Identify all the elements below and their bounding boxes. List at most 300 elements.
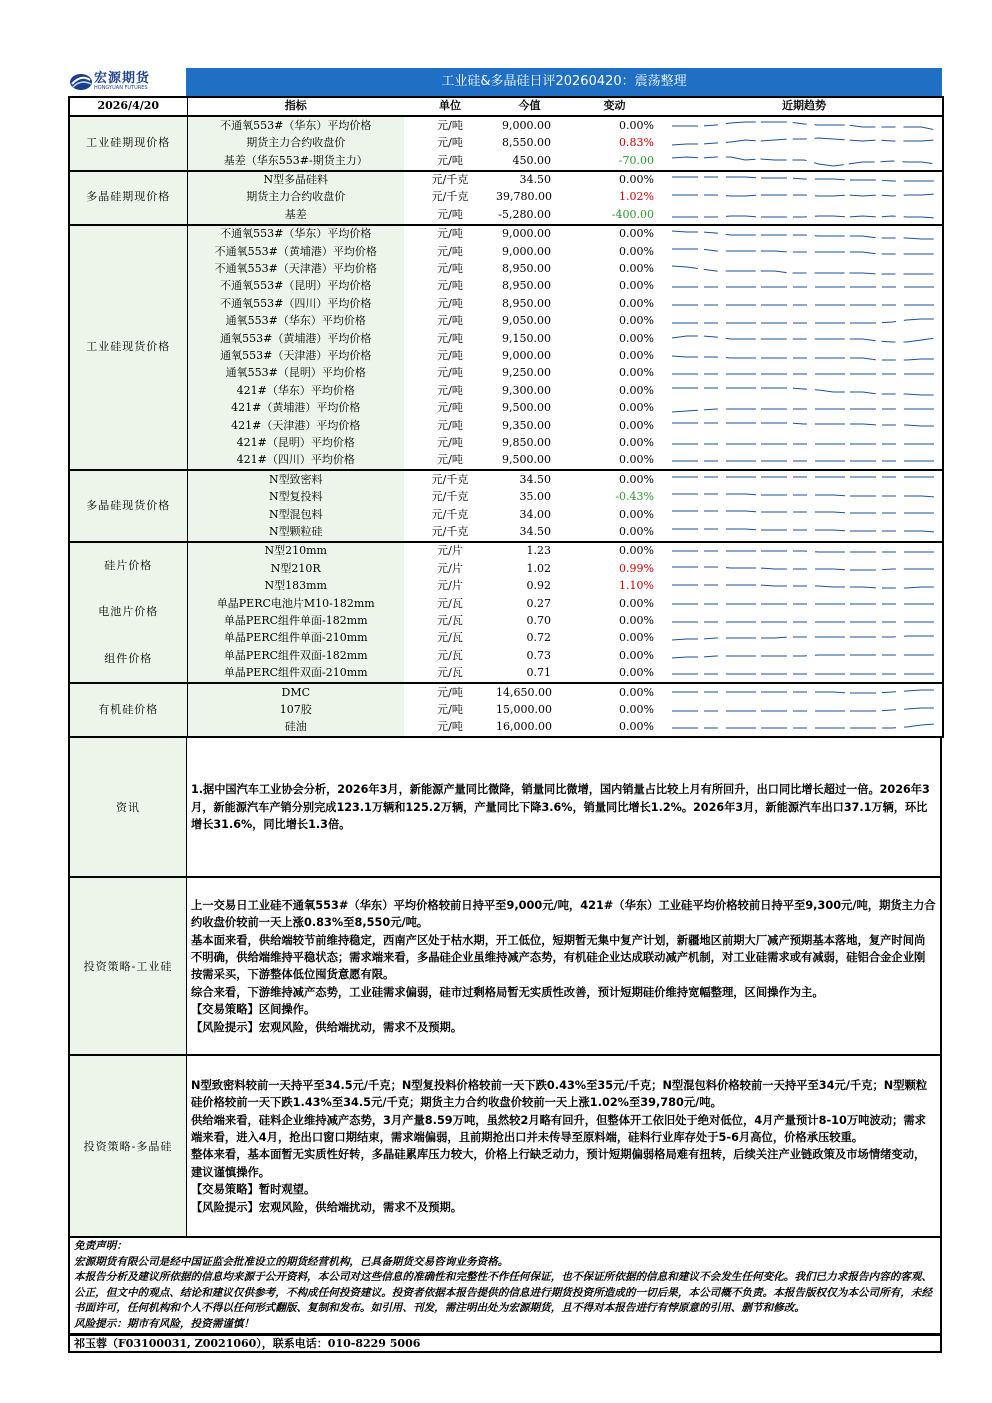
indicator-name: 不通氧553#（昆明）平均价格 bbox=[187, 278, 404, 295]
paragraph: 整体来看，基本面暂无实质性好转，多晶硅累库压力较大，价格上行缺乏动力，预计短期偏弱格局难有扭转，后续关注产业链政策及市场情绪变动，建议谨慎操作。 bbox=[191, 1148, 926, 1179]
trend-sparkline bbox=[666, 189, 943, 206]
trend-sparkline bbox=[666, 348, 943, 365]
header-change: 变动 bbox=[563, 97, 666, 116]
trend-sparkline bbox=[666, 278, 943, 295]
indicator-name: 基差 bbox=[187, 206, 404, 224]
sparkline-path bbox=[672, 216, 936, 218]
category-labels bbox=[70, 471, 187, 541]
indicator-name: N型210R bbox=[187, 560, 404, 577]
current-value: 8,950.00 bbox=[502, 279, 551, 293]
change-value: 0.00% bbox=[563, 452, 666, 471]
unit: 元/吨 bbox=[404, 719, 496, 737]
current-value: 1.23 bbox=[526, 544, 551, 558]
disclaimer bbox=[68, 1238, 942, 1335]
unit: 元/吨 bbox=[437, 348, 463, 362]
indicator-name: 不通氧553#（天津港）平均价格 bbox=[187, 261, 404, 278]
change-value: 0.00% bbox=[563, 665, 666, 683]
sparkline-chart bbox=[666, 118, 943, 135]
price-table bbox=[68, 96, 944, 738]
paragraph: 1.据中国汽车工业协会分析，2026年3月，新能源产量同比微降，销量同比微增，国内销量占比较上月有所回升，出口同比增长超过一倍。2026年3月，新能源汽车产销分别完成123.1万辆和125.2万辆，产量同比下降3.6%，销量同比增长1.2%。2026年3月，新能源汽车出口37.1万辆，环比增长31.6%，同比增长1.3倍。 bbox=[191, 783, 930, 832]
current-value: 8,550.00 bbox=[502, 136, 551, 150]
indicator-name: 期货主力合约收盘价 bbox=[187, 135, 404, 152]
change-value: 0.00% bbox=[619, 648, 654, 662]
company-logo bbox=[68, 68, 186, 96]
current-value: 0.73 bbox=[526, 648, 551, 662]
table-row bbox=[69, 578, 943, 595]
change-value: 0.00% bbox=[619, 685, 654, 699]
sparkline-path bbox=[672, 529, 936, 532]
current-value: 9,000.00 bbox=[502, 118, 551, 132]
trend-sparkline bbox=[666, 330, 943, 347]
change-value: 0.00% bbox=[619, 596, 654, 610]
change-value: 0.00% bbox=[619, 401, 654, 415]
current-value: 9,350.00 bbox=[502, 418, 551, 432]
sparkline-path bbox=[672, 409, 936, 412]
sparkline-path bbox=[672, 511, 936, 513]
change-value: 0.00% bbox=[619, 173, 654, 187]
sparkline-path bbox=[672, 157, 936, 166]
unit: 元/瓦 bbox=[437, 596, 463, 610]
table-header-row bbox=[69, 97, 943, 116]
paragraph: 【风险提示】宏观风险，供给端扰动，需求不及预期。 bbox=[191, 1200, 463, 1214]
strategy-si-section bbox=[68, 878, 942, 1056]
sparkline-chart bbox=[666, 630, 943, 647]
change-value: 0.00% bbox=[619, 227, 654, 241]
current-value: 34.50 bbox=[496, 524, 563, 542]
sparkline-path bbox=[672, 336, 936, 342]
trend-sparkline bbox=[666, 206, 943, 224]
unit: 元/吨 bbox=[437, 418, 463, 432]
current-value: 9,500.00 bbox=[502, 401, 551, 415]
category-label: 工业硅现货价格 bbox=[86, 340, 171, 354]
report-title: 工业硅&多晶硅日评20260420：震荡整理 bbox=[186, 68, 942, 96]
table-row bbox=[69, 489, 943, 506]
strategy-poly-body bbox=[187, 1056, 940, 1236]
header-unit: 单位 bbox=[404, 97, 496, 116]
change-value: 0.00% bbox=[619, 366, 654, 380]
trend-sparkline bbox=[666, 452, 943, 471]
table-row bbox=[69, 116, 943, 134]
current-value: 0.27 bbox=[526, 596, 551, 610]
change-value: 0.99% bbox=[619, 561, 654, 575]
paragraph: 【交易策略】区间操作。 bbox=[191, 1003, 316, 1017]
change-value: 1.10% bbox=[619, 579, 654, 593]
unit: 元/瓦 bbox=[437, 613, 463, 627]
current-value: 0.72 bbox=[526, 631, 551, 645]
sparkline-path bbox=[672, 356, 936, 360]
unit: 元/吨 bbox=[437, 383, 463, 397]
sparkline-chart bbox=[666, 135, 943, 152]
unit: 元/片 bbox=[437, 579, 463, 593]
paragraph: 供给端来看，硅料企业维持减产态势，3月产量8.59万吨，虽然较2月略有回升，但整体开工依旧处于绝对低位，4月产量预计8-10万吨波动；需求端来看，进入4月，抢出口窗口期结束，需求端偏弱，且前期抢出口并未传导至原料端，硅料行业库存处于5-6月高位，价格承压较重。 bbox=[191, 1113, 926, 1144]
trend-sparkline bbox=[666, 135, 943, 152]
trend-sparkline bbox=[666, 171, 943, 189]
disclaimer-line: 本报告分析及建议所依据的信息均来源于公开资料，本公司对这些信息的准确性和完整性不作任何保证，也不保证所依据的信息和建议不会发生任何变化。我们已力求报告内容的客观、公正，但文中的观点、结论和建议仅供参考，不构成任何投资建议。投资者依据本报告提供的信息进行期货投资所造成的一切后果，本公司概不负责。本报告版权仅为本公司所有，未经书面许可，任何机构和个人不得以任何形式翻版、复制和发布。如引用、刊发，需注明出处为宏源期货，且不得对本报告进行有悖原意的引用、删节和修改。 bbox=[74, 1271, 933, 1315]
sparkline-chart bbox=[666, 506, 943, 523]
current-value: 9,850.00 bbox=[502, 435, 551, 449]
sparkline-chart bbox=[666, 296, 943, 313]
unit: 元/片 bbox=[437, 561, 463, 575]
indicator-name: 单晶PERC组件单面-182mm bbox=[187, 613, 404, 630]
change-value: 0.00% bbox=[619, 702, 654, 716]
table-row bbox=[69, 595, 943, 612]
sparkline-chart bbox=[666, 489, 943, 506]
category-cell bbox=[69, 171, 187, 225]
unit: 元/瓦 bbox=[404, 665, 496, 683]
strategy-poly-label: 投资策略-多晶硅 bbox=[70, 1056, 187, 1236]
current-value: 35.00 bbox=[519, 490, 551, 504]
trend-sparkline bbox=[666, 595, 943, 612]
current-value: 8,950.00 bbox=[502, 261, 551, 275]
table-row bbox=[69, 189, 943, 206]
sparkline-chart bbox=[666, 330, 943, 347]
unit: 元/吨 bbox=[437, 435, 463, 449]
indicator-name: 单晶PERC组件单面-210mm bbox=[187, 630, 404, 647]
indicator-name: 不通氧553#（华东）平均价格 bbox=[187, 225, 404, 243]
indicator-name: 单晶PERC组件双面-182mm bbox=[187, 647, 404, 664]
sparkline-path bbox=[672, 494, 936, 497]
current-value: 16,000.00 bbox=[496, 719, 563, 737]
sparkline-path bbox=[672, 194, 936, 196]
current-value: 9,050.00 bbox=[502, 314, 551, 328]
change-value: 0.00% bbox=[619, 631, 654, 645]
sparkline-path bbox=[672, 319, 936, 323]
unit: 元/吨 bbox=[404, 206, 496, 224]
current-value: 1.02 bbox=[526, 561, 551, 575]
unit: 元/吨 bbox=[437, 314, 463, 328]
sparkline-path bbox=[672, 636, 936, 640]
sparkline-chart bbox=[666, 719, 943, 736]
sparkline-chart bbox=[666, 278, 943, 295]
unit: 元/吨 bbox=[437, 296, 463, 310]
sparkline-chart bbox=[666, 365, 943, 382]
unit: 元/片 bbox=[437, 544, 463, 558]
table-row bbox=[69, 261, 943, 278]
current-value: 0.70 bbox=[526, 613, 551, 627]
indicator-name: 不通氧553#（华东）平均价格 bbox=[187, 116, 404, 134]
news-label: 资讯 bbox=[70, 738, 187, 876]
change-value: 0.00% bbox=[619, 435, 654, 449]
sparkline-chart bbox=[666, 472, 943, 489]
sparkline-chart bbox=[666, 543, 943, 560]
change-value: 1.02% bbox=[619, 190, 654, 204]
category-labels bbox=[70, 684, 187, 736]
header-trend: 近期趋势 bbox=[666, 97, 943, 116]
indicator-name: N型多晶硅料 bbox=[187, 171, 404, 189]
trend-sparkline bbox=[666, 489, 943, 506]
trend-sparkline bbox=[666, 630, 943, 647]
indicator-name: N型复投料 bbox=[187, 489, 404, 506]
change-value: 0.00% bbox=[619, 118, 654, 132]
current-value: 0.71 bbox=[496, 665, 563, 683]
current-value: 34.50 bbox=[519, 173, 551, 187]
indicator-name: 通氧553#（天津港）平均价格 bbox=[187, 348, 404, 365]
category-label: 组件价格 bbox=[104, 651, 153, 665]
indicator-name: 硅油 bbox=[187, 719, 404, 737]
indicator-name: 421#（黄埔港）平均价格 bbox=[187, 400, 404, 417]
table-row bbox=[69, 542, 943, 560]
sparkline-chart bbox=[666, 189, 943, 206]
trend-sparkline bbox=[666, 365, 943, 382]
table-row bbox=[69, 665, 943, 683]
change-value: -400.00 bbox=[563, 206, 666, 224]
indicator-name: 421#（昆明）平均价格 bbox=[187, 434, 404, 451]
current-value: 39,780.00 bbox=[496, 190, 552, 204]
table-row bbox=[69, 382, 943, 399]
change-value: 0.00% bbox=[619, 348, 654, 362]
table-row bbox=[69, 348, 943, 365]
news-section bbox=[68, 738, 942, 878]
current-value: 9,000.00 bbox=[502, 227, 551, 241]
table-row bbox=[69, 719, 943, 737]
unit: 元/吨 bbox=[437, 366, 463, 380]
change-value: 0.00% bbox=[619, 613, 654, 627]
change-value: 0.00% bbox=[619, 279, 654, 293]
trend-sparkline bbox=[666, 313, 943, 330]
table-row bbox=[69, 417, 943, 434]
sparkline-chart bbox=[666, 702, 943, 719]
indicator-name: 不通氧553#（黄埔港）平均价格 bbox=[187, 243, 404, 260]
sparkline-path bbox=[672, 177, 936, 181]
indicator-name: N型混包料 bbox=[187, 506, 404, 523]
category-labels bbox=[70, 543, 187, 682]
table-row bbox=[69, 560, 943, 577]
indicator-name: 通氧553#（华东）平均价格 bbox=[187, 313, 404, 330]
indicator-name: 421#（华东）平均价格 bbox=[187, 382, 404, 399]
unit: 元/千克 bbox=[431, 173, 469, 187]
indicator-name: N型183mm bbox=[187, 578, 404, 595]
strategy-si-label: 投资策略-工业硅 bbox=[70, 878, 187, 1054]
change-value: 0.00% bbox=[619, 331, 654, 345]
table-row bbox=[69, 171, 943, 189]
indicator-name: 421#（天津港）平均价格 bbox=[187, 417, 404, 434]
category-cell bbox=[69, 542, 187, 683]
trend-sparkline bbox=[666, 225, 943, 243]
sparkline-chart bbox=[666, 382, 943, 399]
table-row bbox=[69, 295, 943, 312]
disclaimer-line: 宏源期货有限公司是经中国证监会批准设立的期货经营机构，已具备期货交易咨询业务资格。 bbox=[74, 1255, 509, 1268]
trend-sparkline bbox=[666, 243, 943, 260]
sparkline-path bbox=[672, 567, 936, 570]
sparkline-path bbox=[672, 138, 936, 145]
sparkline-path bbox=[672, 724, 936, 728]
sparkline-path bbox=[672, 122, 936, 130]
change-value: 0.00% bbox=[619, 383, 654, 397]
unit: 元/吨 bbox=[437, 118, 463, 132]
current-value: 14,650.00 bbox=[496, 685, 552, 699]
trend-sparkline bbox=[666, 719, 943, 737]
change-value: 0.00% bbox=[619, 472, 654, 486]
sparkline-path bbox=[672, 249, 936, 254]
table-row bbox=[69, 683, 943, 701]
change-value: 0.00% bbox=[619, 418, 654, 432]
unit: 元/千克 bbox=[431, 490, 469, 504]
sparkline-path bbox=[672, 585, 936, 588]
change-value: 0.00% bbox=[619, 314, 654, 328]
logo-en-text: HONGYUAN FUTURES bbox=[94, 85, 148, 91]
category-label: 硅片价格 bbox=[104, 558, 153, 572]
table-row bbox=[69, 135, 943, 152]
indicator-name: N型210mm bbox=[187, 542, 404, 560]
unit: 元/吨 bbox=[404, 452, 496, 471]
category-cell bbox=[69, 683, 187, 737]
category-labels bbox=[70, 117, 187, 169]
unit: 元/千克 bbox=[431, 472, 469, 486]
indicator-name: 单晶PERC组件双面-210mm bbox=[187, 665, 404, 683]
category-label: 有机硅价格 bbox=[98, 702, 159, 716]
strategy-si-body bbox=[187, 878, 940, 1054]
sparkline-chart bbox=[666, 152, 943, 169]
table-row bbox=[69, 225, 943, 243]
table-row bbox=[69, 452, 943, 471]
change-value: 0.83% bbox=[619, 136, 654, 150]
sparkline-chart bbox=[666, 261, 943, 278]
category-label: 工业硅期现价格 bbox=[86, 136, 171, 150]
indicator-name: DMC bbox=[187, 683, 404, 701]
trend-sparkline bbox=[666, 417, 943, 434]
table-row bbox=[69, 243, 943, 260]
change-value: 0.00% bbox=[563, 524, 666, 542]
sparkline-chart bbox=[666, 524, 943, 541]
table-row bbox=[69, 702, 943, 719]
sparkline-path bbox=[672, 423, 936, 426]
paragraph: 基本面来看，供给端较节前维持稳定，西南产区处于枯水期，开工低位，短期暂无集中复产计划，新疆地区前期大厂减产预期基本落地，复产时间尚不明确，供给端维持平稳状态；需求端来看，多晶硅企业虽维持减产态势，有机硅企业达成联动减产机制，对工业硅需求或有减弱，硅铝合金企业刚按需采买，下游整体低位囤货意愿有限。 bbox=[191, 933, 926, 982]
change-value: -0.43% bbox=[615, 490, 654, 504]
paragraph: 综合来看，下游维持减产态势，工业硅需求偏弱，硅市过剩格局暂无实质性改善，预计短期硅价维持宽幅整理，区间操作为主。 bbox=[191, 985, 824, 999]
indicator-name: 期货主力合约收盘价 bbox=[187, 189, 404, 206]
sparkline-path bbox=[672, 266, 936, 274]
trend-sparkline bbox=[666, 295, 943, 312]
indicator-name: 基差（华东553#-期货主力） bbox=[187, 152, 404, 170]
sparkline-chart bbox=[666, 417, 943, 434]
current-value: -5,280.00 bbox=[496, 206, 563, 224]
sparkline-path bbox=[672, 231, 936, 239]
sparkline-chart bbox=[666, 578, 943, 595]
table-row bbox=[69, 470, 943, 488]
current-value: 9,250.00 bbox=[502, 366, 551, 380]
unit: 元/千克 bbox=[404, 524, 496, 542]
report-page bbox=[68, 68, 942, 1353]
current-value: 9,000.00 bbox=[502, 348, 551, 362]
sparkline-path bbox=[672, 388, 936, 395]
indicator-name: 421#（四川）平均价格 bbox=[187, 452, 404, 471]
table-row bbox=[69, 313, 943, 330]
unit: 元/吨 bbox=[437, 244, 463, 258]
trend-sparkline bbox=[666, 702, 943, 719]
change-value: 0.00% bbox=[619, 507, 654, 521]
indicator-name: N型颗粒硅 bbox=[187, 524, 404, 542]
unit: 元/吨 bbox=[437, 261, 463, 275]
disclaimer-line: 风险提示：期市有风险，投资需谨慎！ bbox=[74, 1317, 255, 1330]
paragraph: N型致密料较前一天持平至34.5元/千克；N型复投料价格较前一天下跌0.43%至35元/千克；N型混包料价格较前一天持平至34元/千克；N型颗粒硅价格较前一天下跌1.43%至34.5元/千克；期货主力合约收盘价较前一天上涨1.02%至39,780元/吨。 bbox=[191, 1078, 928, 1110]
current-value: 0.92 bbox=[526, 579, 551, 593]
table-row bbox=[69, 630, 943, 647]
unit: 元/瓦 bbox=[437, 631, 463, 645]
table-row bbox=[69, 206, 943, 224]
strategy-poly-section bbox=[68, 1056, 942, 1238]
sparkline-chart bbox=[666, 684, 943, 701]
news-body bbox=[187, 738, 940, 876]
change-value: -70.00 bbox=[563, 152, 666, 170]
table-row bbox=[69, 613, 943, 630]
category-labels bbox=[70, 172, 187, 224]
sparkline-chart bbox=[666, 207, 943, 224]
unit: 元/瓦 bbox=[437, 648, 463, 662]
sparkline-chart bbox=[666, 226, 943, 243]
trend-sparkline bbox=[666, 382, 943, 399]
sparkline-chart bbox=[666, 400, 943, 417]
table-row bbox=[69, 400, 943, 417]
category-labels bbox=[70, 226, 187, 470]
unit: 元/吨 bbox=[437, 331, 463, 345]
contact-info: 祁玉蓉（F03100031, Z0021060），联系电话：010-8229 5006 bbox=[68, 1335, 942, 1353]
current-value: 450.00 bbox=[496, 152, 563, 170]
trend-sparkline bbox=[666, 542, 943, 560]
trend-sparkline bbox=[666, 524, 943, 542]
sparkline-path bbox=[672, 708, 936, 711]
sparkline-chart bbox=[666, 561, 943, 578]
sparkline-path bbox=[672, 655, 936, 658]
unit: 元/吨 bbox=[437, 227, 463, 241]
sparkline-chart bbox=[666, 647, 943, 664]
trend-sparkline bbox=[666, 152, 943, 170]
table-row bbox=[69, 330, 943, 347]
unit: 元/吨 bbox=[437, 702, 463, 716]
trend-sparkline bbox=[666, 400, 943, 417]
trend-sparkline bbox=[666, 578, 943, 595]
trend-sparkline bbox=[666, 434, 943, 451]
table-row bbox=[69, 524, 943, 542]
indicator-name: 通氧553#（黄埔港）平均价格 bbox=[187, 330, 404, 347]
current-value: 34.00 bbox=[519, 507, 551, 521]
sparkline-path bbox=[672, 551, 936, 552]
sparkline-chart bbox=[666, 452, 943, 469]
trend-sparkline bbox=[666, 560, 943, 577]
change-value: 0.00% bbox=[619, 296, 654, 310]
paragraph: 【风险提示】宏观风险，供给端扰动，需求不及预期。 bbox=[191, 1020, 463, 1034]
current-value: 9,500.00 bbox=[496, 452, 563, 471]
trend-sparkline bbox=[666, 261, 943, 278]
indicator-name: 107胶 bbox=[187, 702, 404, 719]
current-value: 15,000.00 bbox=[496, 702, 552, 716]
change-value: 0.00% bbox=[563, 719, 666, 737]
trend-sparkline bbox=[666, 470, 943, 488]
sparkline-chart bbox=[666, 243, 943, 260]
unit: 元/千克 bbox=[431, 190, 469, 204]
unit: 元/吨 bbox=[437, 279, 463, 293]
category-cell bbox=[69, 225, 187, 471]
unit: 元/吨 bbox=[437, 685, 463, 699]
current-value: 9,150.00 bbox=[502, 331, 551, 345]
header-indicator: 指标 bbox=[187, 97, 404, 116]
unit: 元/吨 bbox=[437, 136, 463, 150]
trend-sparkline bbox=[666, 647, 943, 664]
sparkline-chart bbox=[666, 665, 943, 682]
header-value: 今值 bbox=[496, 97, 563, 116]
table-row bbox=[69, 365, 943, 382]
trend-sparkline bbox=[666, 683, 943, 701]
current-value: 9,300.00 bbox=[502, 383, 551, 397]
unit: 元/吨 bbox=[404, 152, 496, 170]
current-value: 34.50 bbox=[519, 472, 551, 486]
unit: 元/吨 bbox=[437, 401, 463, 415]
trend-sparkline bbox=[666, 613, 943, 630]
sparkline-chart bbox=[666, 595, 943, 612]
table-row bbox=[69, 434, 943, 451]
disclaimer-title: 免责声明： bbox=[74, 1240, 127, 1253]
sparkline-chart bbox=[666, 435, 943, 452]
unit: 元/千克 bbox=[431, 507, 469, 521]
